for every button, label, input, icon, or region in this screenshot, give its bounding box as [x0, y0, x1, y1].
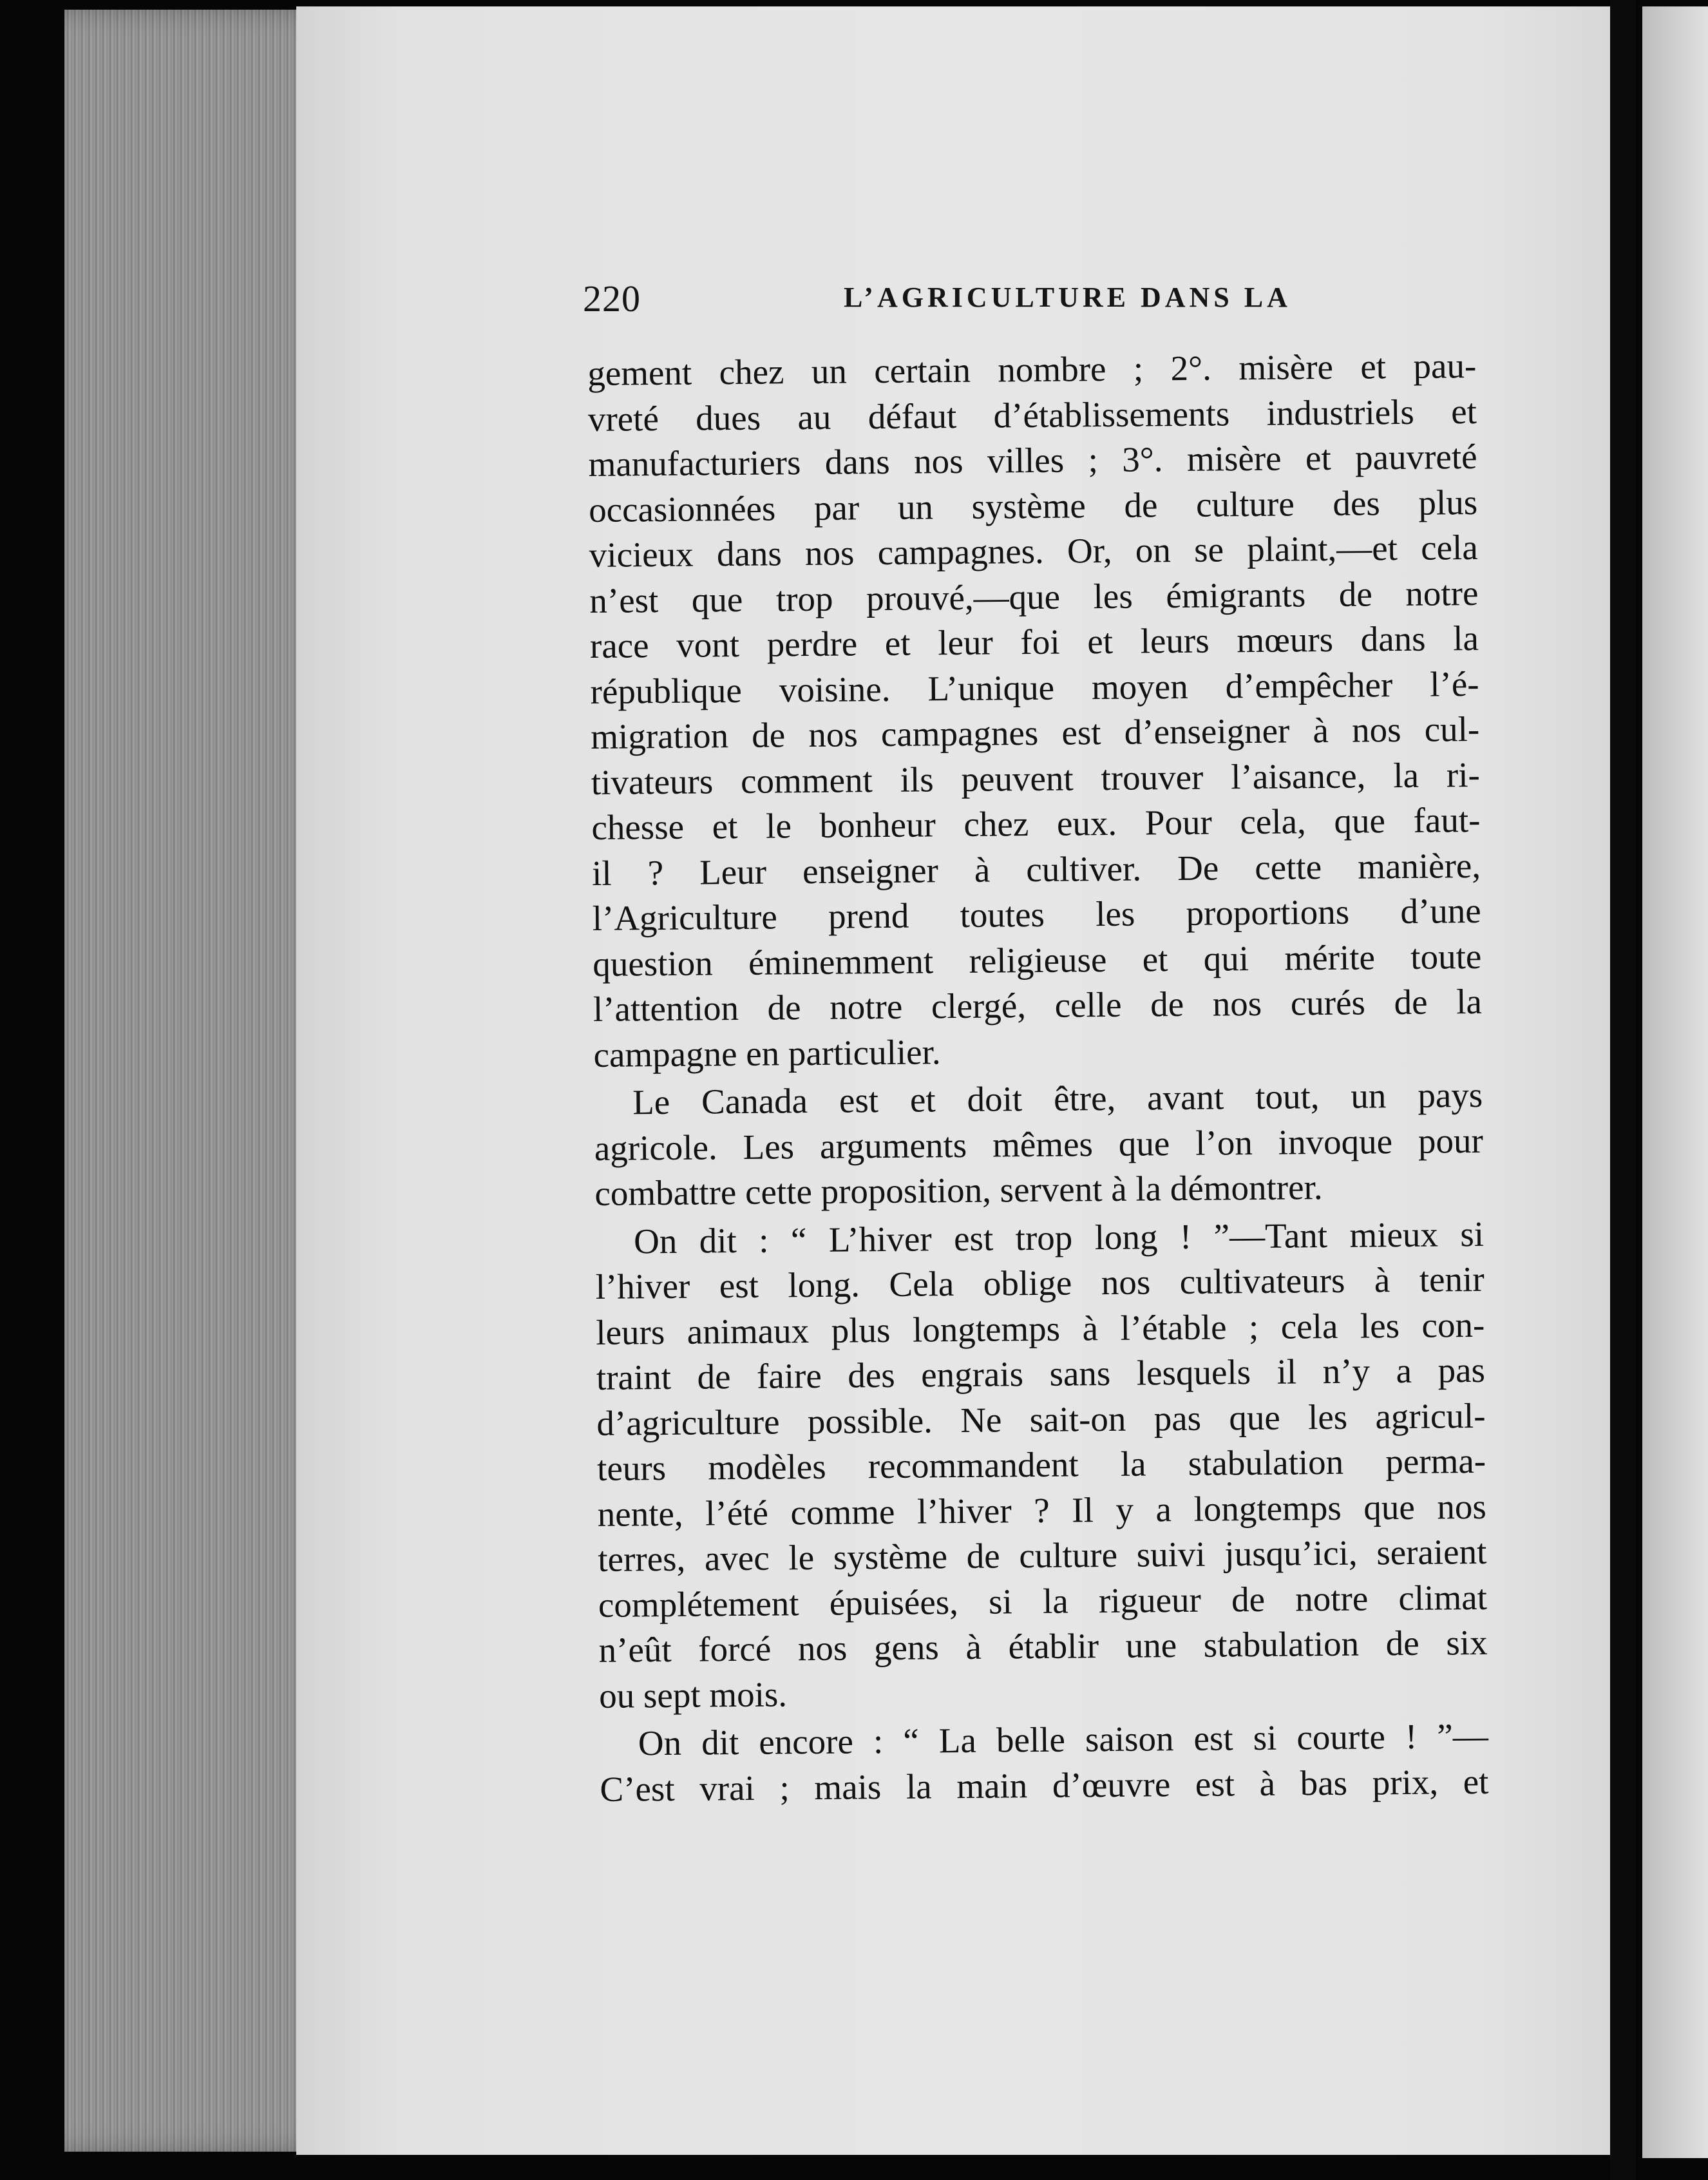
- text-line: l’attention de notre clergé, celle de nos curés de la: [593, 981, 1483, 1029]
- text-line: On dit : “ L’hiver est trop long ! ”—Tant mieux si: [633, 1214, 1485, 1261]
- body-text: [587, 343, 1489, 1812]
- text-line: question éminemment religieuse et qui mérite toute: [593, 936, 1482, 984]
- text-line: Le Canada est et doit être, avant tout, un pays: [632, 1075, 1483, 1122]
- text-line: d’agriculture possible. Ne sait-on pas que les agricul-: [596, 1395, 1486, 1443]
- text-line: tivateurs comment ils peuvent trouver l’aisance, la ri-: [591, 754, 1481, 802]
- page-header: [583, 277, 1497, 329]
- text-line: vreté dues au défaut d’établissements industriels et: [587, 391, 1477, 439]
- text-line: teurs modèles recommandent la stabulation perma-: [596, 1440, 1486, 1488]
- text-line: n’est que trop prouvé,—que les émigrants de notre: [589, 573, 1479, 620]
- facing-page-edge: [1642, 6, 1708, 2158]
- paragraph: [587, 343, 1483, 1078]
- text-line: traint de faire des engrais sans lesquels il n’y a pas: [596, 1350, 1486, 1397]
- paragraph: [600, 1714, 1489, 1812]
- text-line: gement chez un certain nombre ; 2°. misère et pau-: [587, 345, 1477, 393]
- page-number: 220: [583, 278, 641, 320]
- text-line: l’Agriculture prend toutes les proportions d’une: [592, 890, 1481, 938]
- text-line: agricole. Les arguments mêmes que l’on invoque pour: [594, 1120, 1484, 1168]
- text-line: complétement épuisées, si la rigueur de notre climat: [598, 1577, 1488, 1625]
- text-line: combattre cette proposition, servent à la démontrer.: [594, 1167, 1323, 1213]
- text-line: il ? Leur enseigner à cultiver. De cette manière,: [591, 845, 1481, 893]
- text-line: On dit encore : “ La belle saison est si courte ! ”—: [638, 1716, 1489, 1763]
- text-line: ou sept mois.: [598, 1674, 788, 1716]
- text-line: chesse et le bonheur chez eux. Pour cela, que faut-: [591, 799, 1481, 847]
- running-head: L’AGRICULTURE DANS LA: [844, 282, 1291, 313]
- text-line: migration de nos campagnes est d’enseigner à nos cul-: [590, 709, 1480, 756]
- paragraph: [594, 1073, 1484, 1217]
- text-line: l’hiver est long. Cela oblige nos cultivateurs à tenir: [595, 1259, 1485, 1306]
- paragraph: [595, 1211, 1488, 1719]
- text-line: république voisine. L’unique moyen d’empêcher l’é-: [590, 664, 1479, 711]
- page-gutter: [1610, 0, 1636, 2180]
- text-line: campagne en particulier.: [593, 1031, 941, 1075]
- text-line: nente, l’été comme l’hiver ? Il y a longtemps que nos: [597, 1486, 1486, 1534]
- text-line: occasionnées par un système de culture des plus: [588, 482, 1478, 530]
- text-line: vicieux dans nos campagnes. Or, on se plaint,—et cela: [589, 527, 1478, 575]
- text-line: terres, avec le système de culture suivi jusqu’ici, seraient: [598, 1531, 1487, 1579]
- text-line: n’eût forcé nos gens à établir une stabulation de six: [598, 1622, 1488, 1670]
- text-line: C’est vrai ; mais la main d’œuvre est à bas prix, et: [600, 1761, 1489, 1809]
- text-line: race vont perdre et leur foi et leurs mœurs dans la: [589, 618, 1479, 665]
- text-line: manufacturiers dans nos villes ; 3°. misère et pauvreté: [588, 436, 1477, 484]
- text-line: leurs animaux plus longtemps à l’étable ; cela les con-: [596, 1305, 1485, 1352]
